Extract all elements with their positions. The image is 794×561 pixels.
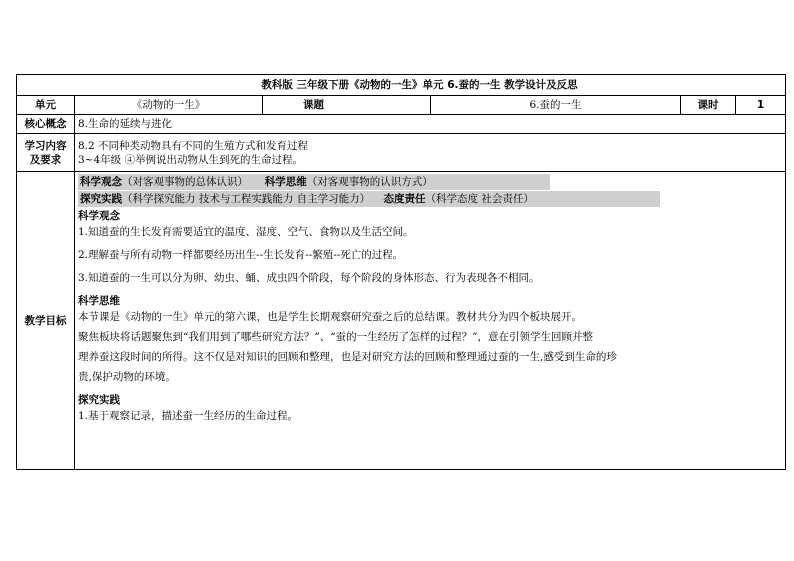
band1-concept-term: 科学观念 bbox=[80, 176, 122, 188]
band1-concept-note: （对客观事物的总体认识） bbox=[122, 176, 248, 188]
objectives-content bbox=[75, 172, 786, 470]
title-row bbox=[17, 75, 786, 96]
practice-heading: 探究实践 bbox=[78, 394, 120, 406]
objectives-band-1 bbox=[78, 174, 782, 190]
objectives-row bbox=[17, 172, 786, 470]
concept-item-3: 3.知道蚕的一生可以分为卵、幼虫、蛹、成虫四个阶段，每个阶段的身体形态、行为表现各不相同。 bbox=[78, 272, 540, 284]
band2-attitude-note: （科学态度 社会责任） bbox=[425, 193, 534, 205]
concept-item-2: 2.理解蚕与所有动物一样都要经历出生--生长发育--繁殖--死亡的过程。 bbox=[78, 249, 404, 261]
thinking-heading: 科学思维 bbox=[78, 295, 120, 307]
band1-thinking-note: （对客观事物的认识方式） bbox=[306, 176, 433, 188]
learning-line-2: 3~4年级 ④举例说出动物从生到死的生命过程。 bbox=[78, 153, 303, 166]
thinking-line-2: 聚焦板块将话题聚焦到“我们用到了哪些研究方法？”、“蚕的一生经历了怎样的过程？”，意在引领学生回顾并整 bbox=[78, 331, 593, 343]
objectives-band-2 bbox=[78, 191, 782, 207]
band2-attitude-term: 态度责任 bbox=[383, 193, 426, 205]
core-concept-label: 核心概念 bbox=[17, 115, 75, 134]
learning-row bbox=[17, 134, 786, 172]
core-concept-row bbox=[17, 115, 786, 134]
band1-thinking-term: 科学思维 bbox=[264, 176, 307, 188]
practice-item-1: 1.基于观察记录，描述蚕一生经历的生命过程。 bbox=[78, 410, 299, 422]
thinking-line-4: 贵,保护动物的环境。 bbox=[78, 371, 176, 383]
learning-line-1: 8.2 不同种类动物具有不同的生殖方式和发育过程 bbox=[78, 139, 309, 152]
unit-label: 单元 bbox=[17, 96, 75, 115]
thinking-line-3: 理养蚕这段时间的所得。这不仅是对知识的回顾和整理，也是对研究方法的回顾和整理通过蚕的一生,感受到生命的珍 bbox=[78, 351, 617, 363]
lesson-plan-table bbox=[16, 74, 786, 470]
objectives-label: 教学目标 bbox=[17, 172, 75, 470]
learning-label-line2: 及要求 bbox=[29, 153, 62, 166]
topic-value: 6.蚕的一生 bbox=[431, 96, 681, 115]
band2-practice-note: （科学探究能力 技术与工程实践能力 自主学习能力） bbox=[122, 193, 371, 205]
hours-label: 课时 bbox=[681, 96, 736, 115]
band2-practice-term: 探究实践 bbox=[80, 193, 122, 205]
topic-label: 课题 bbox=[263, 96, 431, 115]
unit-value: 《动物的一生》 bbox=[75, 96, 263, 115]
thinking-line-1: 本节课是《动物的一生》单元的第六课，也是学生长期观察研究蚕之后的总结课。教材共分为四个板块展开。 bbox=[78, 311, 582, 323]
learning-label bbox=[17, 134, 75, 172]
learning-content bbox=[75, 134, 786, 172]
learning-label-line1: 学习内容 bbox=[24, 139, 67, 152]
concept-item-1: 1.知道蚕的生长发育需要适宜的温度、湿度、空气、食物以及生活空间。 bbox=[78, 226, 414, 238]
document-title: 教科版 三年级下册《动物的一生》单元 6.蚕的一生 教学设计及反思 bbox=[17, 75, 786, 96]
header-row bbox=[17, 96, 786, 115]
concept-heading: 科学观念 bbox=[78, 210, 120, 222]
hours-value: 1 bbox=[736, 96, 786, 115]
core-concept-value: 8.生命的延续与进化 bbox=[75, 115, 786, 134]
